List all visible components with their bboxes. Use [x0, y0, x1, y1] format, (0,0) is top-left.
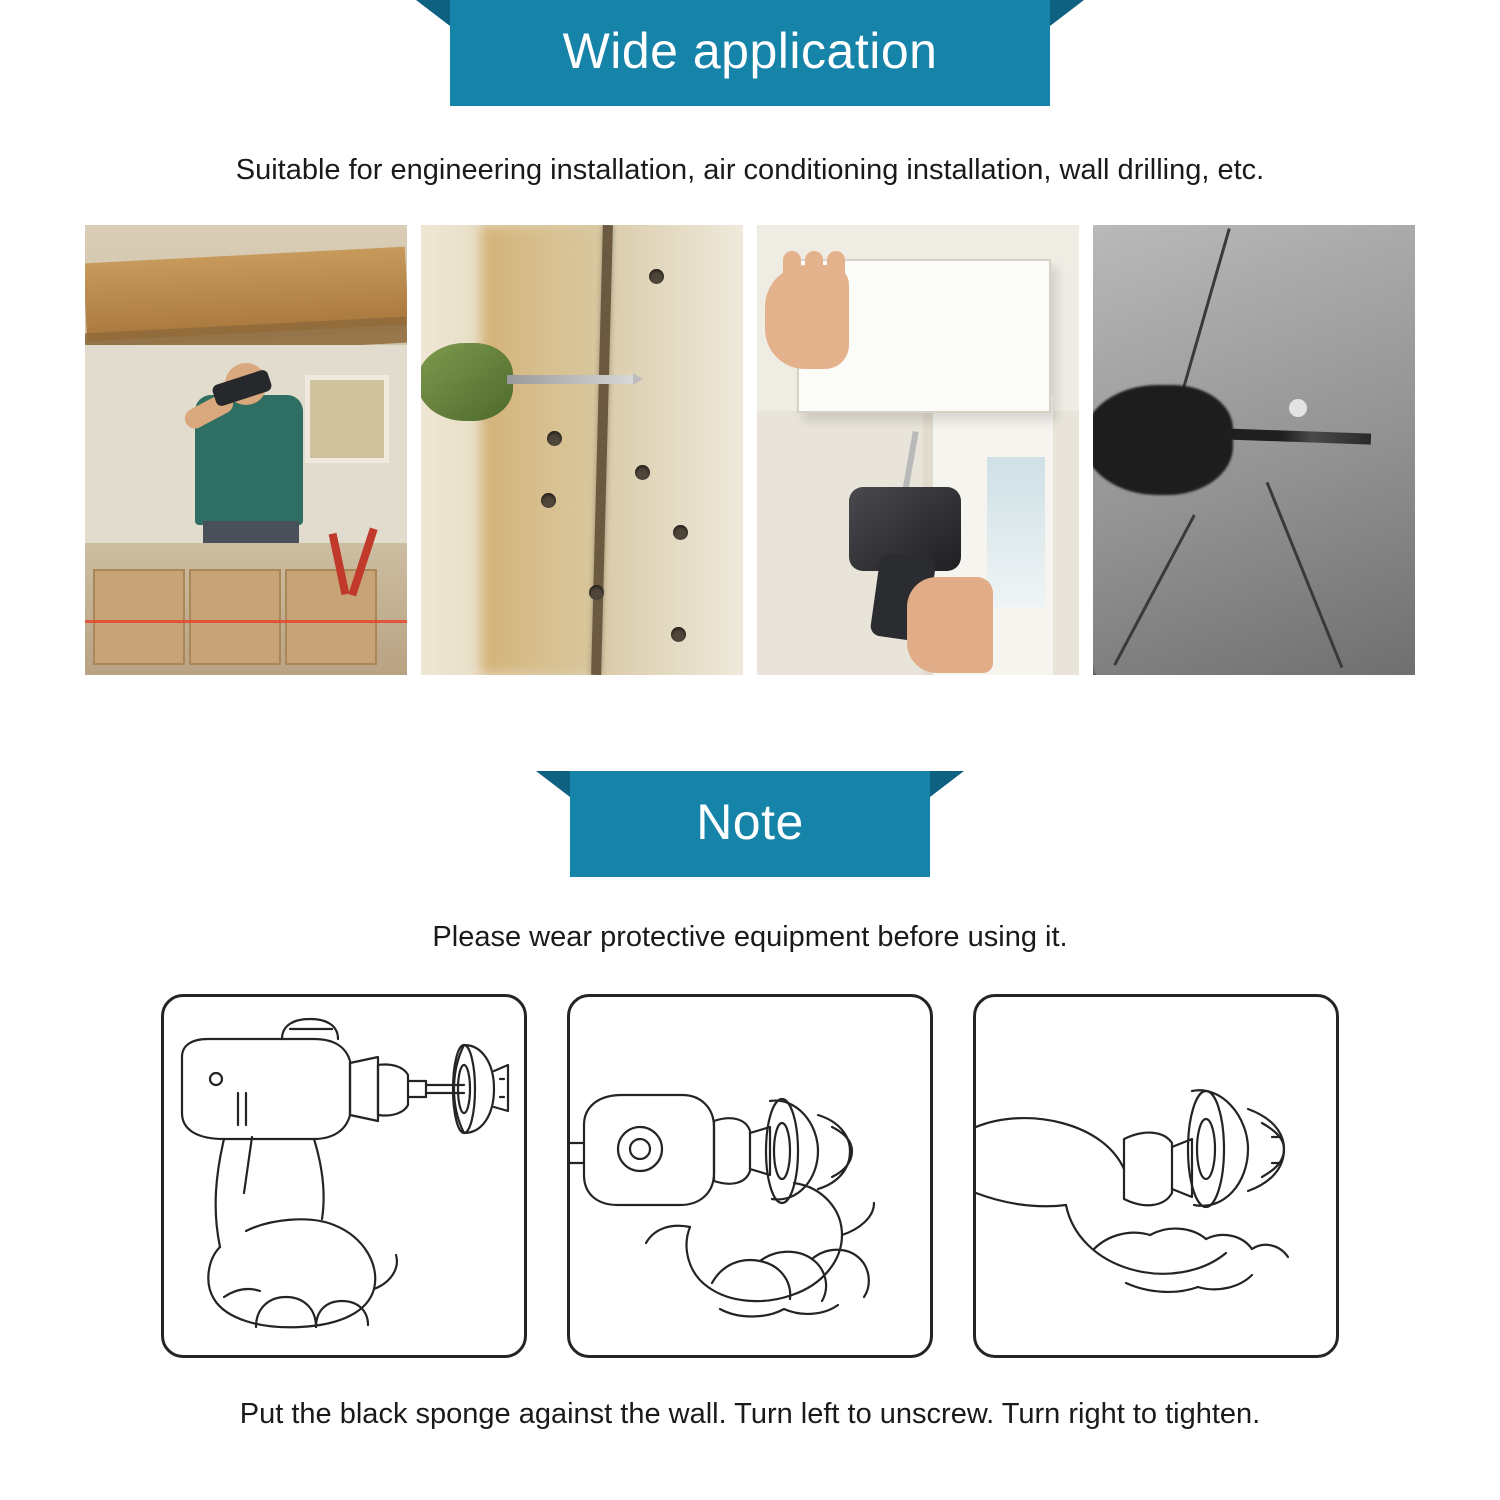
- note-banner-label: Note: [696, 794, 804, 850]
- wide-application-banner-wrap: [0, 0, 1500, 106]
- note-step-sketch-row: [0, 994, 1500, 1358]
- photo-hand-board-and-cordless-drill: [757, 225, 1079, 675]
- photo-grayscale-concrete-drill-bit: [1093, 225, 1415, 675]
- note-caption: Please wear protective equipment before using it.: [432, 921, 1068, 953]
- application-photo-row: [0, 225, 1500, 675]
- note-banner-wrap: [0, 771, 1500, 877]
- wide-application-caption: Suitable for engineering installation, air conditioning installation, wall drilling, etc.: [235, 154, 1265, 186]
- sketch-hand-turning-dust-cup: [567, 994, 933, 1358]
- wide-application-banner-label: Wide application: [562, 23, 938, 79]
- note-footer-caption: Put the black sponge against the wall. Turn left to unscrew. Turn right to tighten.: [239, 1398, 1261, 1430]
- photo-drilling-plaster-wall-holes: [421, 225, 743, 675]
- note-banner: [570, 771, 930, 877]
- wide-application-banner: [450, 0, 1050, 106]
- sketch-attach-dust-cup-to-drill-bit: [161, 994, 527, 1358]
- sketch-hand-tightening-dust-cup: [973, 994, 1339, 1358]
- photo-workshop-man-with-drill: [85, 225, 407, 675]
